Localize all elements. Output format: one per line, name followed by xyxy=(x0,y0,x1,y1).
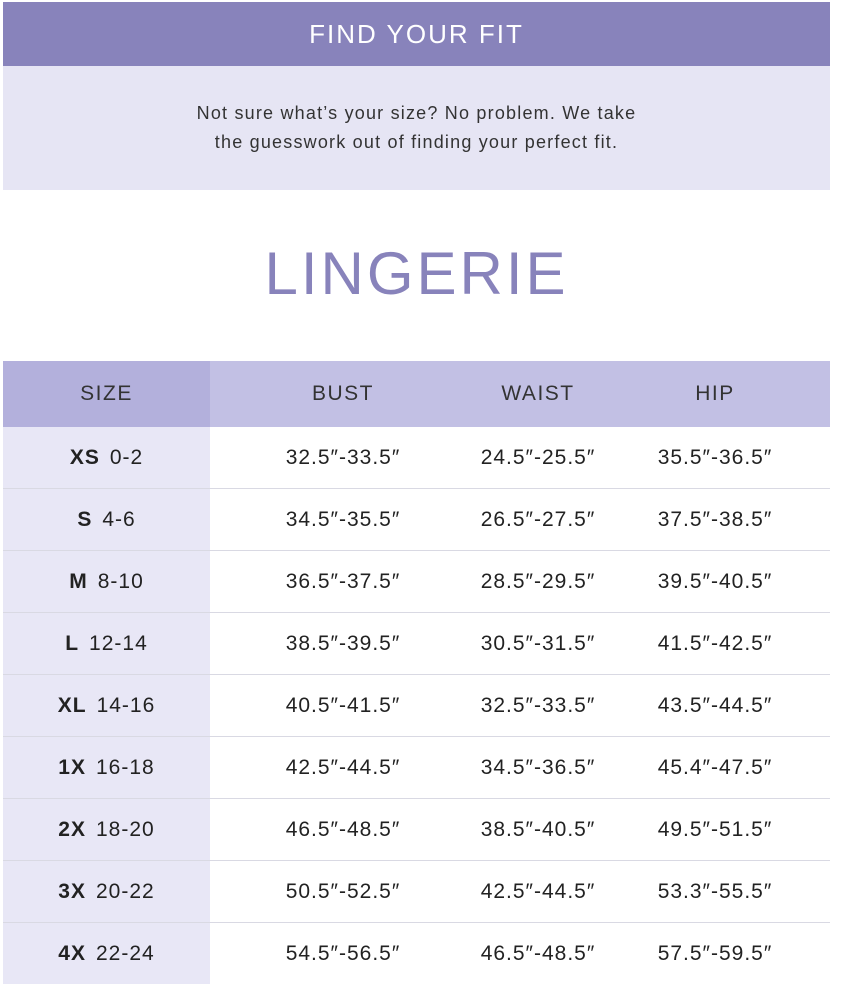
size-code: 3X xyxy=(58,879,86,903)
waist-cell: 34.5″-36.5″ xyxy=(476,737,600,799)
size-code: 4X xyxy=(58,941,86,965)
table-row xyxy=(3,613,830,675)
size-range: 4-6 xyxy=(102,507,136,531)
waist-cell: 24.5″-25.5″ xyxy=(476,427,600,489)
table-row xyxy=(3,489,830,551)
section-title: LINGERIE xyxy=(264,240,569,307)
size-chart-table xyxy=(3,361,830,984)
size-code: 2X xyxy=(58,817,86,841)
bust-cell: 40.5″-41.5″ xyxy=(210,675,476,737)
table-row xyxy=(3,861,830,923)
size-range: 20-22 xyxy=(95,879,155,903)
intro-line-1: Not sure what’s your size? No problem. We take xyxy=(196,103,637,123)
intro-panel xyxy=(3,66,830,190)
size-code: L xyxy=(65,631,80,655)
waist-cell: 26.5″-27.5″ xyxy=(476,489,600,551)
bust-cell: 46.5″-48.5″ xyxy=(210,799,476,861)
waist-cell: 32.5″-33.5″ xyxy=(476,675,600,737)
size-cell xyxy=(3,861,210,923)
bust-cell: 50.5″-52.5″ xyxy=(210,861,476,923)
waist-cell: 28.5″-29.5″ xyxy=(476,551,600,613)
table-row xyxy=(3,737,830,799)
waist-cell: 46.5″-48.5″ xyxy=(480,941,596,965)
waist-cell: 30.5″-31.5″ xyxy=(476,613,600,675)
size-code: XS xyxy=(69,445,100,469)
size-cell xyxy=(3,427,210,489)
banner-title: FIND YOUR FIT xyxy=(309,18,524,49)
hip-cell: 41.5″-42.5″ xyxy=(600,613,830,675)
size-cell xyxy=(3,613,210,675)
size-cell xyxy=(3,799,210,861)
waist-cell: 42.5″-44.5″ xyxy=(476,861,600,923)
table-row xyxy=(3,675,830,737)
bust-cell: 34.5″-35.5″ xyxy=(210,489,476,551)
size-cell xyxy=(3,489,210,551)
hip-cell: 37.5″-38.5″ xyxy=(600,489,830,551)
table-row xyxy=(3,799,830,861)
size-code: S xyxy=(77,507,93,531)
bust-cell: 42.5″-44.5″ xyxy=(210,737,476,799)
size-range: 14-16 xyxy=(96,693,156,717)
table-row xyxy=(3,923,830,985)
hip-cell: 45.4″-47.5″ xyxy=(600,737,830,799)
table-header-row xyxy=(3,361,830,427)
bust-cell: 36.5″-37.5″ xyxy=(210,551,476,613)
header-waist: WAIST xyxy=(476,361,600,427)
size-cell xyxy=(3,923,210,985)
size-code: XL xyxy=(57,693,87,717)
waist-cell: 38.5″-40.5″ xyxy=(476,799,600,861)
size-range: 22-24 xyxy=(95,941,155,965)
hip-cell: 49.5″-51.5″ xyxy=(600,799,830,861)
size-code: M xyxy=(69,569,88,593)
bust-cell: 32.5″-33.5″ xyxy=(210,427,476,489)
header-size: SIZE xyxy=(3,361,210,427)
hip-cell: 43.5″-44.5″ xyxy=(600,675,830,737)
size-range: 0-2 xyxy=(109,445,144,469)
table-row xyxy=(3,551,830,613)
size-range: 12-14 xyxy=(89,631,148,655)
size-cell xyxy=(3,551,210,613)
size-cell xyxy=(3,737,210,799)
header-bust: BUST xyxy=(210,361,476,427)
size-range: 8-10 xyxy=(97,569,144,593)
size-code: 1X xyxy=(58,755,86,779)
find-your-fit-banner xyxy=(3,2,830,66)
hip-cell: 39.5″-40.5″ xyxy=(600,551,830,613)
header-hip: HIP xyxy=(600,361,830,427)
hip-cell: 35.5″-36.5″ xyxy=(600,427,830,489)
bust-cell: 38.5″-39.5″ xyxy=(210,613,476,675)
bust-cell: 54.5″-56.5″ xyxy=(285,941,401,965)
size-cell xyxy=(3,675,210,737)
intro-line-2: the guesswork out of finding your perfect fit. xyxy=(214,132,619,152)
hip-cell: 53.3″-55.5″ xyxy=(600,861,830,923)
hip-cell: 57.5″-59.5″ xyxy=(657,941,773,965)
table-row xyxy=(3,427,830,489)
size-range: 18-20 xyxy=(95,817,155,841)
size-range: 16-18 xyxy=(95,755,155,779)
